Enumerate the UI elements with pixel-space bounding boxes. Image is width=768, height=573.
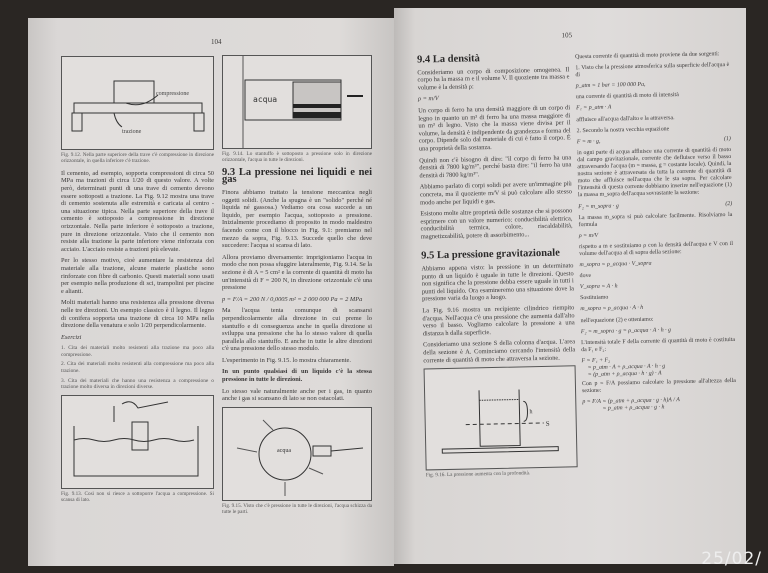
equation: = p_atm · A + ρ_acqua · A · h · g [587,363,666,372]
paragraph: Lo stesso vale naturalmente anche per i gas, in quanto anche i gas si scansano di lato se non ostacolati. [222,387,372,403]
paragraph: L'esperimento in Fig. 9.15. lo mostra chiaramente. [222,356,351,364]
svg-text:acqua: acqua [277,447,291,454]
paragraph: La massa m_sopra si può calcolare facilmente. Risolviamo la formula [578,211,733,228]
equation: = (p_atm + ρ_acqua · h · g) · A [587,370,662,379]
paragraph: Per lo stesso motivo, cioè aumentare la resistenza del materiale alla trazione, alcune materie plastiche sono rinforzate con fibre di carbonio. Questi materiali sono usati per esempio nella produzione di sci, trampolini per piscine e alianti. [61,257,214,295]
paragraph: una corrente di quantità di moto di intensità [575,92,679,101]
svg-text:trazione: trazione [122,129,142,135]
paragraph: La Fig. 9.16 mostra un recipiente cilindrico riempito d'acqua. Nell'acqua c'è una pressione che aumenta dall'alto verso il basso. Vogliamo calcolare la pressione a una distanza h dalla superficie. [422,304,575,338]
equation-2 [578,200,732,210]
equation: ρ = m/V [578,232,599,239]
paragraph: Allora proviamo diversamente: imprigioniamo l'acqua in modo che non possa sfuggire lateralmente, Fig. 9.14. Se la sezione è di A = 5 cm² e la corrente di quantità di moto ha un'intensità di F = 200 N, in direzione orizzontale c'è una pressione [222,253,372,292]
equation: = p_atm + ρ_acqua · g · h [602,404,665,413]
paragraph: Esistono molte altre proprietà delle sostanze che si possono esprimere con un valore numerico: conducibilità elettrica, conducibilità termica, colore, riscaldabilità, magnetizzabilità, potere di assorbimento... [420,207,573,241]
beam-diagram [62,57,213,149]
equation: p_atm = 1 bar = 100 000 Pa, [575,82,646,90]
paragraph: Consideriamo un corpo di composizione omogenea. Il corpo ha la massa m e il volume V. Il quoziente tra massa e volume è la densità ρ: [417,65,570,92]
equation-text: F₂ = m_sopra · g [578,202,619,210]
paragraph: Il cemento, ad esempio, sopporta compressioni di circa 50 MPa ma trazioni di circa 1/20 di questo valore. A volte però, determinati punti di una trave di cemento devono essere sottoposti a trazione. La Fig. 9.12 mostra una trave di cemento sostenuta alle estremità e caricata al centro - una situazione tipica. Nella parte superiore della trave il cemento è sottoposto a compressione in direzione orizzontale. Nella parte inferiore è sottoposto a trazione, pure in direzione orizzontale. Visto che il cemento non resiste alla trazione la parte inferiore viene rinforzata con acciaio. L'acciaio resiste a trazioni più elevate. [61,169,214,253]
right-column-1 [417,50,578,484]
figure-9-16 [424,365,578,470]
page-number: 105 [561,31,573,40]
svg-text:compressione: compressione [156,91,189,97]
paragraph: Sostituiamo [580,294,609,302]
figure-9-12 [61,56,214,150]
paragraph: Abbiamo appena visto: la pressione in un determinato punto di un liquido è uguale in tutte le direzioni. Questo non significa che la pressione debba essere uguale in tutti i punti del liquido. Ora esamineremo una situazione dove la pressione varia da luogo a luogo. [421,262,574,303]
exercise-item: 1. Cita dei materiali molto resistenti alla trazione ma poco alla compressione. [61,345,214,358]
section-heading: 9.4 La densità [416,53,480,66]
left-column-1 [61,56,214,509]
equation-1 [577,136,731,146]
equation: p = F/A = 200 N / 0,0005 m² = 2 000 000 Pa = 2 MPa [222,295,363,303]
paragraph: 2. Secondo la nostra vecchia equazione [576,125,670,134]
paragraph: Con p = F/A possiamo calcolare la pressione all'altezza della sezione: [581,378,736,395]
figure-caption: Fig. 9.12. Nella parte superiore della trave c'è compressione in direzione orizzontale, in quella inferiore c'è trazione. [61,152,214,165]
hand-pressing-water-sketch [62,396,213,488]
figure-caption: Fig. 9.13. Così non si riesce a sottoporre l'acqua a compressione. Si scansa di lato. [61,490,214,504]
figure-caption: Fig. 9.14. Lo stantuffo è sottoposto a pressione solo in direzione orizzontale, l'acqua in tutte le direzioni. [222,151,372,164]
equation: m_sopra = ρ_acqua · V_sopra [579,260,652,269]
exercise-item: 3. Cita dei materiali che hanno una resistenza a compressione o trazione molto diversa in direzioni diverse. [61,377,214,391]
page-number: 104 [211,38,222,46]
paragraph: Ma l'acqua tenta comunque di scansarsi perpendicolarmente alla direzione in cui preme lo stantuffo e di conseguenza anche in quella direzione si sviluppa una pressione che ha lo stesso valore di quella parallela allo stantuffo. E anche in tutte le altre direzioni c'è una pressione dello stesso modulo. [222,307,372,353]
equation: F₂ = m_sopra · g = ρ_acqua · A · h · g [580,326,672,335]
equation: m_sopra = ρ_acqua · A · h [580,305,644,313]
piston-water-diagram [223,56,371,148]
figure-caption: Fig. 9.15. Visto che c'è pressione in tutte le direzioni, l'acqua schizza da tutte le parti. [222,502,372,516]
svg-text:S: S [545,420,550,429]
svg-text:h: h [529,409,533,416]
photo-timestamp: 25/02/ [701,549,762,569]
figure-caption: Fig. 9.16. La pressione aumenta con la profondità. [425,470,531,479]
paragraph: Questa corrente di quantità di moto proviene da due sorgenti: [575,51,720,61]
exercises-heading: Esercizi [61,333,82,341]
paragraph: Molti materiali hanno una resistenza alla pressione diversa nelle tre direzioni. Un esempio classico è il legno. Il legno di conifera sopporta una trazione di circa 10 MPa nella direzione della venatura e solo 1/20 perpendicolarmente. [61,299,214,330]
right-page [394,8,746,564]
equation: F₁ = p_atm · A [576,104,612,112]
equation-number: (2) [725,200,733,207]
figure-9-14 [222,55,372,149]
equation: F = F₁ + F₂ [581,357,611,365]
section-heading: 9.5 La pressione gravitazionale [421,248,560,262]
figure-9-13 [61,395,214,489]
paragraph: nell'equazione (2) e otteniamo: [580,316,654,324]
paragraph: 1. Visto che la pressione atmosferica sulla superficie dell'acqua è di [575,62,730,79]
cylinder-container-diagram [425,366,577,469]
paragraph: Quindi non c'è bisogno di dire: "il corpo di ferro ha una densità di 7800 kg/m³", perché basta dire: "il ferro ha una densità di 7800 kg/m³". [419,153,572,180]
paragraph: in ogni parte di acqua affluisce una corrente di quantità di moto dal campo gravitazionale, corrente che defluisce verso il basso attraversando l'acqua (m = massa, g = costante locale). Quindi, la nostra sezione è attraversata da tutta la corrente di quantità di moto che affluisce nell'acqua che le sta sopra. Per calcolare l'intensità di questa corrente dobbiamo inserire nell'equazione (1) la massa m_sopra dell'acqua sovrastante la sezione: [577,146,732,199]
section-heading: 9.3 La pressione nei liquidi e nei gas [222,166,372,186]
equation-number: (1) [723,135,731,142]
equation: p = F/A = (p_atm + ρ_acqua · g · h)A / A [582,397,680,406]
water-sphere-sketch [223,408,371,500]
left-page [28,18,394,566]
equation: ρ = m/V [417,95,439,103]
paragraph: affluisce all'acqua dall'alto e la attraversa. [576,114,675,123]
highlighted-statement: In un punto qualsiasi di un liquido c'è la stessa pressione in tutte le direzioni. [222,368,372,384]
exercise-item: 2. Cita dei materiali molto resistenti alla compressione ma poco alla trazione. [61,361,214,375]
paragraph: rispetto a m e sostituiamo ρ con la densità dell'acqua e V con il volume dell'acqua al di sopra della sezione: [578,240,734,258]
paragraph: Finora abbiamo trattato la tensione meccanica negli oggetti solidi. (Anche la spugna è un "solido" perché né liquida né gassosa.) Vediamo ora cosa succede a un liquido, per esempio l'acqua, sottoposto a pressione. Inizialmente procediamo di proposito in modo maldestro facendo come con il blocco in Fig. 9.1: premiamo nel mezzo da sopra, Fig. 9.13. Succede quello che deve succedere: l'acqua si scansa di lato. [222,189,372,250]
equation: V_sopra = A · h [579,283,618,291]
paragraph: Consideriamo una sezione S della colonna d'acqua. L'area della sezione è A. Cominciamo cercando l'intensità della corrente di quantità di moto che attraversa la sezione. [422,338,576,365]
paragraph: Un corpo di ferro ha una densità maggiore di un corpo di legno in quanto un m³ di ferro ha una massa maggiore di un m³ di legno. Visto che la massa viene divisa per il volume, la densità è indipendente da grandezza e forma del corpo. Dipende solo dal materiale di cui è fatto il corpo. È una proprietà della sostanza. [418,104,571,153]
figure-9-15 [222,407,372,501]
equation-text: F = m · g, [576,138,601,145]
paragraph: Abbiamo parlato di corpi solidi per avere un'immagine più concreta, ma il quoziente m/V si può calcolare allo stesso modo anche per liquidi e gas. [419,180,572,206]
paragraph: dove [579,273,592,280]
right-column-2 [575,51,737,418]
left-column-2 [222,55,372,521]
svg-text:acqua: acqua [253,95,278,104]
paragraph: L'intensità totale F della corrente di quantità di moto è costituita da F₁ e F₂: [580,336,736,353]
